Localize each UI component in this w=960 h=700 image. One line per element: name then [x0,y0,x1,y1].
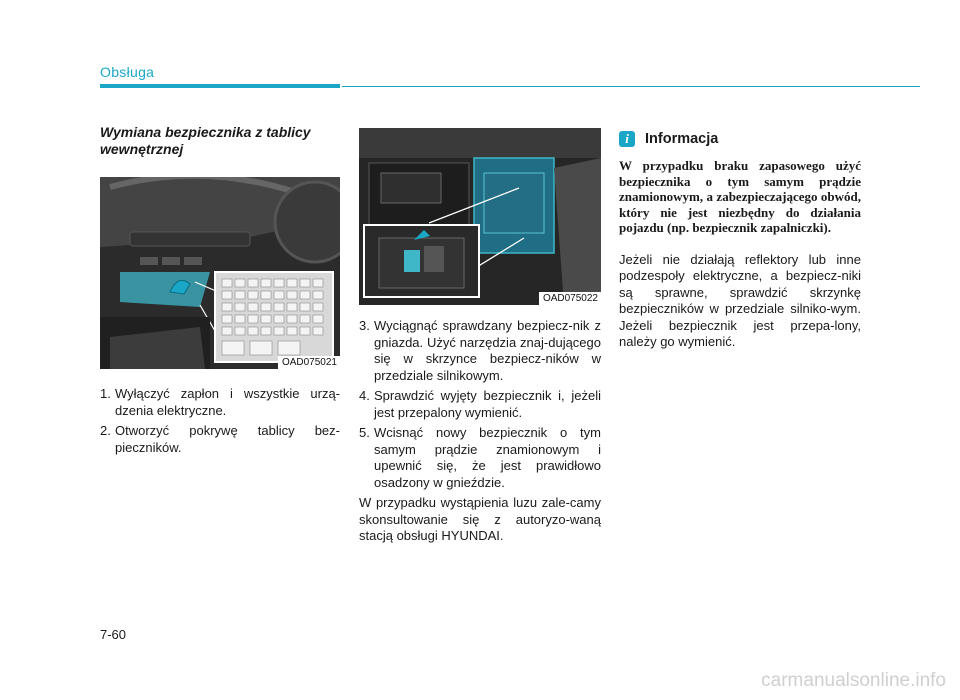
step-text: Wcisnąć nowy bezpiecznik o tym samym prądzie znamionowym i upewnić się, że jest prawidłowo osadzony w gnieździe. [374,425,601,490]
photo-code-2: OAD075022 [539,292,601,305]
interior-fuse-panel-photo [100,177,340,369]
procedure-subtitle: Wymiana bezpiecznika z tablicy wewnętrznej [100,124,311,157]
step-text: Wyłączyć zapłon i wszystkie urzą-dzenia elektryczne. [115,386,340,418]
list-item [100,386,340,419]
step-number: 4. [359,388,370,403]
step-text: Wyciągnąć sprawdzany bezpiecz-nik z gniazda. Użyć narzędzia znaj-dującego się w skrzynce bezpiecz-ników w przedziale silnikowym. [374,318,601,383]
step-text: Sprawdzić wyjęty bezpiecznik i, jeżeli jest przepalony wymienić. [374,388,601,420]
header-rule-thick [100,84,340,88]
engine-bay-fuse-box-photo [359,128,601,305]
info-bold-text: W przypadku braku zapasowego użyć bezpiecznika o tym samym prądzie znamionowym, a zabezpieczającego obwód, który nie jest niezbędny do działania pojazdu (np. bezpiecznik zapalniczki). [619,158,861,235]
step-number: 2. [100,423,111,438]
info-body-text: Jeżeli nie działają reflektory lub inne podzespoły elektryczne, a bezpiecz-niki są sprawne, sprawdzić skrzynkę bezpieczników w przedziale silniko-wym. Jeżeli bezpiecznik jest przepa-lony, należy go wymienić. [619,251,861,349]
list-item [100,423,340,456]
step-text: Otworzyć pokrywę tablicy bez-pieczników. [115,423,340,455]
steps-list-left [100,386,340,456]
step-number: 1. [100,386,111,401]
photo-code-1: OAD075021 [278,356,340,369]
header-rule-thin [342,86,920,87]
list-item [359,318,601,384]
engine-bay-illustration [359,128,601,305]
list-item [359,425,601,491]
left-column [100,100,340,460]
info-title: Informacja [645,130,719,147]
steps-list-middle [359,318,601,491]
step-number: 5. [359,425,370,440]
step-number: 3. [359,318,370,333]
page-number: 7-60 [100,627,127,642]
right-column [619,128,861,351]
list-item [359,388,601,421]
info-header [619,128,861,150]
service-note: W przypadku wystąpienia luzu zale-camy skonsultowanie się z autoryzo-waną stacją obsługi HYUNDAI. [359,495,601,543]
middle-column [359,128,601,545]
section-header: Obsługa [100,64,155,80]
dashboard-illustration [100,177,340,369]
watermark: carmanualsonline.info [761,670,946,691]
info-icon: i [619,131,635,147]
